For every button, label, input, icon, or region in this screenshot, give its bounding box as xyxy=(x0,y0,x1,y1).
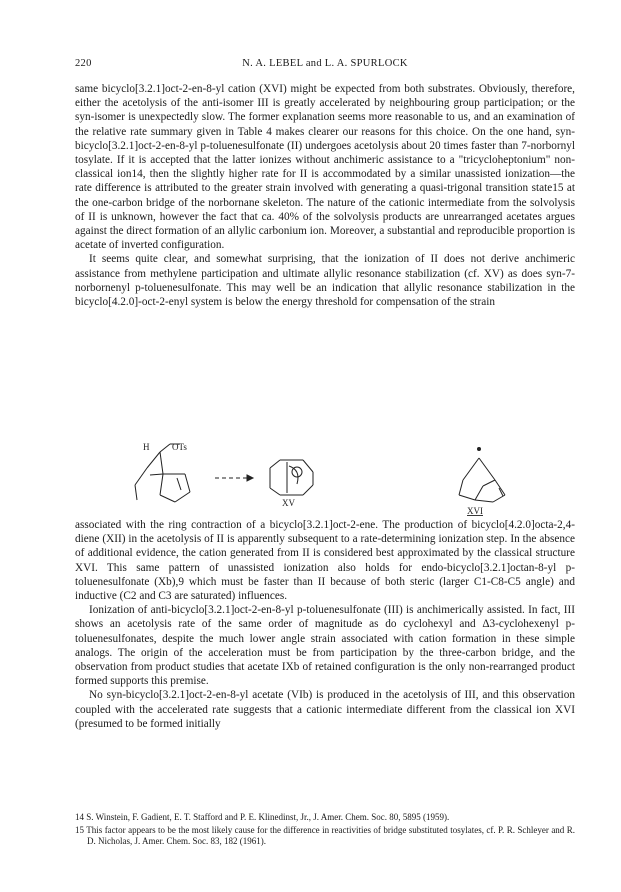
page-header xyxy=(75,58,575,74)
paragraph-4: Ionization of anti-bicyclo[3.2.1]oct-2-en-8-yl p-toluenesulfonate (III) is anchimerically assisted. In fact, III shows an acetolysis rate of the same order of magnitude as do cyclohexyl and Δ3-cyclohexenyl p-toluenesulfonates, despite the much lower angle strain associated with cation formation in these simple analogs. The origin of the acceleration must be from participation by the three-carbon bridge, and the observation from product studies that acetate IXb of retained configuration is the only non-rearranged product formed supports this premise. xyxy=(75,604,575,688)
paragraph-5: No syn-bicyclo[3.2.1]oct-2-en-8-yl acetate (VIb) is produced in the acetolysis of III, and this observation coupled with the accelerated rate suggests that a cationic intermediate different from the classical ion XVI (presumed to be formed initially xyxy=(75,689,575,730)
footnote-14: 14 S. Winstein, F. Gadient, E. T. Stafford and P. E. Klinedinst, Jr., J. Amer. Chem. Soc. 80, 5895 (1959). xyxy=(75,812,450,822)
footnote-15: 15 This factor appears to be the most likely cause for the difference in reactivities of bridge substituted tosylates, cf. P. R. Schleyer and R. D. Nicholas, J. Amer. Chem. Soc. 83, 182 (1961). xyxy=(75,824,575,846)
label-ots: OTs xyxy=(172,442,187,452)
paragraph-3: associated with the ring contraction of a bicyclo[3.2.1]oct-2-ene. The production of bicyclo[4.2.0]octa-2,4-diene (XII) in the acetolysis of II is apparently subsequent to a rate-determining ionization step. In the absence of additional evidence, the cation generated from II is considered best approximated by the classical structure XVI. This same pattern of unassisted ionization also holds for endo-bicyclo[3.2.1]octan-8-yl p-toluenesulfonate (Xb),9 which must be faster than II because of both steric (larger C1-C8-C5 angle) and inductive (C2 and C3 are saturated) influences. xyxy=(75,519,575,603)
page-number: 220 xyxy=(75,58,92,69)
paragraph-2: It seems quite clear, and somewhat surprising, that the ionization of II does not derive anchimeric assistance from methylene participation and ultimate allylic resonance stabilization (cf. XV) as does syn-7-norbornenyl p-toluenesulfonate. This may well be an indication that allylic resonance stabilization in the bicyclo[4.2.0]-oct-2-enyl system is below the energy threshold for compensation of the strain xyxy=(75,253,575,309)
label-h: H xyxy=(143,442,150,452)
chemical-structures xyxy=(75,440,575,518)
structure-figure xyxy=(75,440,575,518)
main-text-bottom xyxy=(75,518,575,731)
label-xvi: XVI xyxy=(467,506,483,516)
structure-xvi xyxy=(459,458,505,502)
reaction-arrow xyxy=(215,475,253,481)
structure-xv xyxy=(270,460,313,495)
cation-dot xyxy=(477,447,481,451)
running-head: N. A. LEBEL and L. A. SPURLOCK xyxy=(242,58,408,69)
footnotes xyxy=(75,812,575,849)
label-xv: XV xyxy=(282,498,295,508)
structure-tosylate xyxy=(135,444,190,502)
main-text-top xyxy=(75,82,575,309)
paragraph-1: same bicyclo[3.2.1]oct-2-en-8-yl cation (XVI) might be expected from both substrates. Obviously, therefore, either the acetolysis of the anti-isomer III is greatly accelerated by neighbouring group participation; or the syn-isomer is unexpectedly slow. The former explanation seems more reasonable to us, and an examination of the relative rate summary given in Table 4 makes clearer our reasons for this choice. On the one hand, syn-bicyclo[3.2.1]oct-2-en-8-yl p-toluenesulfonate (II) undergoes acetolysis about 20 times faster than 7-norbornyl tosylate. If it is accepted that the latter ionizes without anchimeric assistance to a "tricycloheptonium" non-classical ion14, then the slightly higher rate for II is accommodated by a similar unassisted ionization—the rate difference is attributed to the greater strain involved with generating a quasi-trigonal transition state15 at the one-carbon bridge of the norbornane skeleton. The nature of the cationic intermediate from the solvolysis of II is unknown, however the fact that ca. 40% of the solvolysis products are unrearranged acetates argues against the direct formation of an allylic carbonium ion. Moreover, a substantial and reproducible proportion is acetate of inverted configuration. xyxy=(75,83,575,252)
